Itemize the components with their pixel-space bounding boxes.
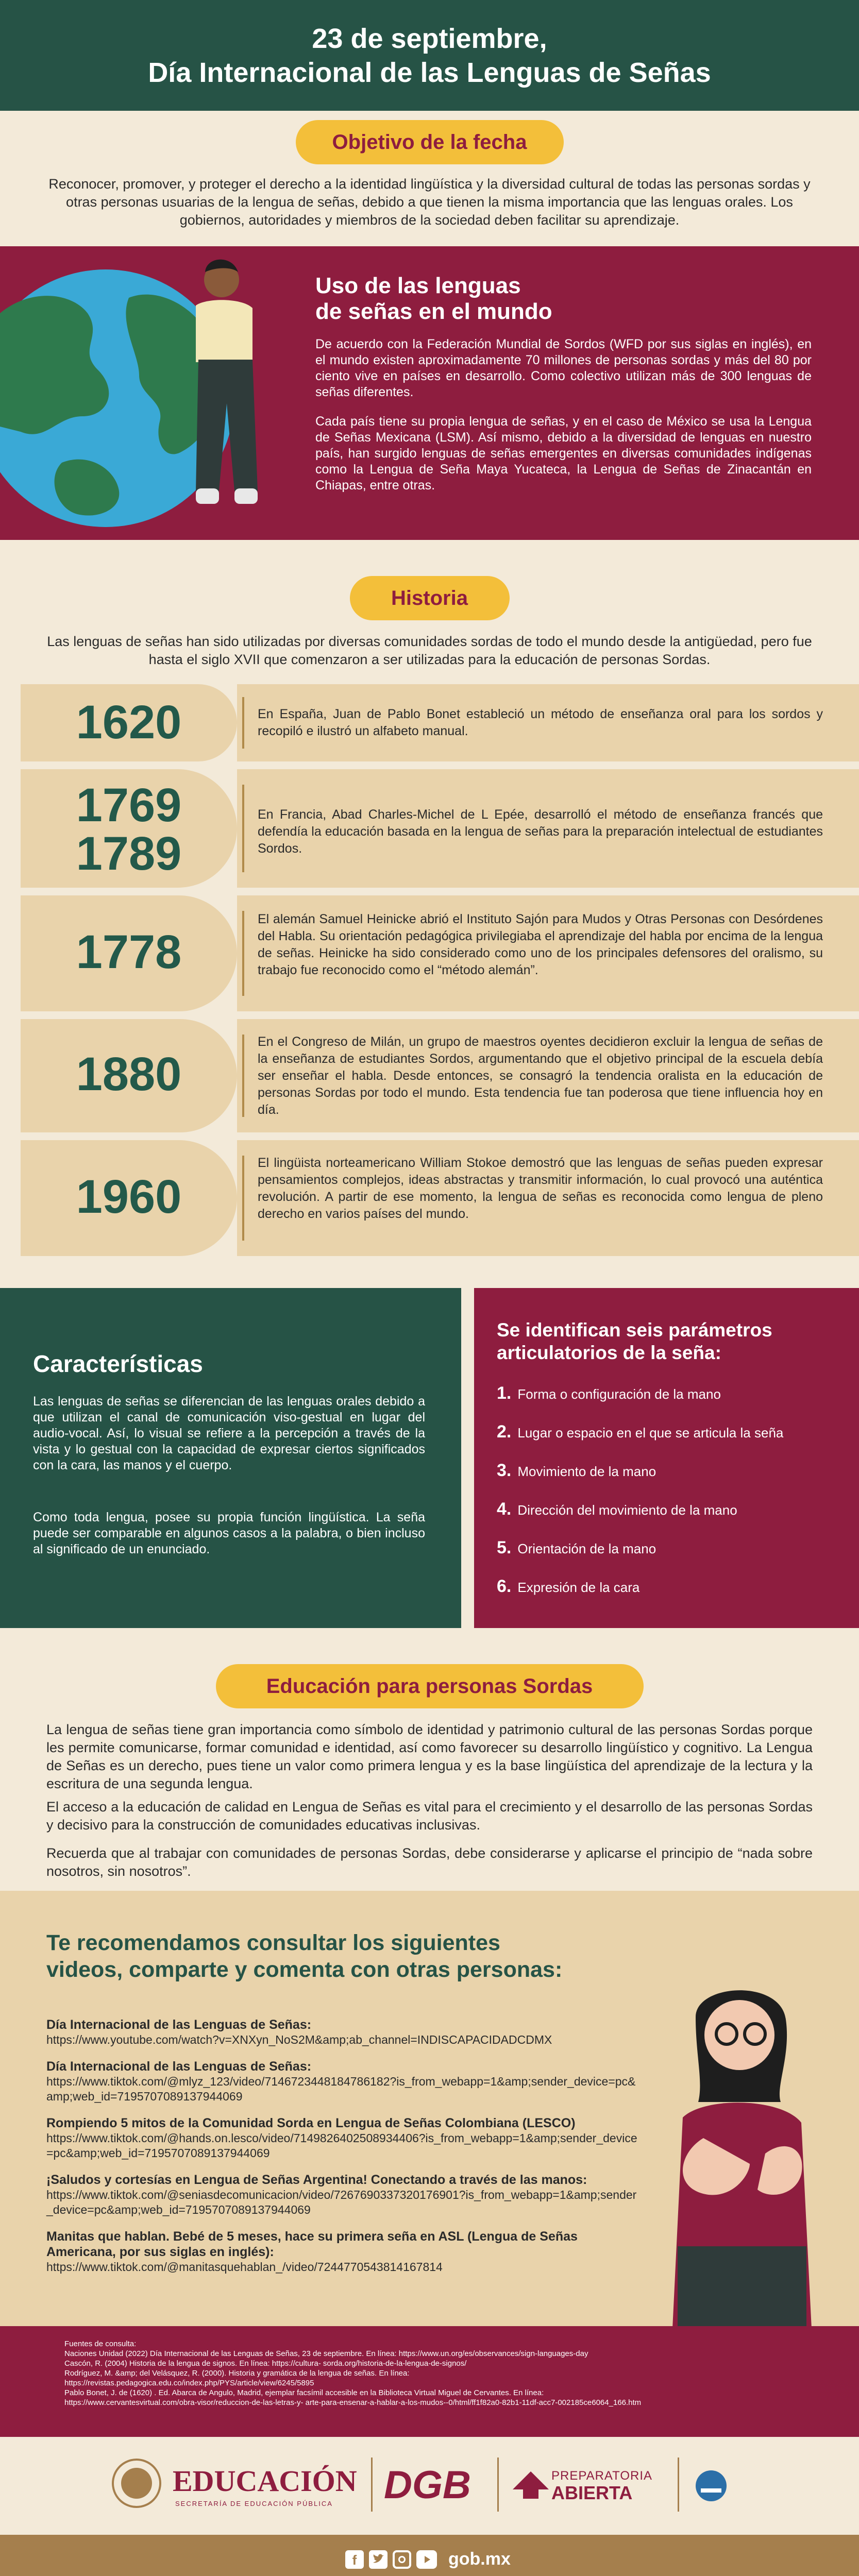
timeline-text: En España, Juan de Pablo Bonet estableció un método de enseñanza oral para los sordos y recopiló e ilustró un alfabeto manual. (258, 707, 823, 738)
timeline-text: En el Congreso de Milán, un grupo de maestros oyentes decidieron excluir la lengua de señas de la enseñanza de estudiantes Sordos, argumentando que el objetivo principal de la escuela debía ser enseñar el habla. Desde entonces, se consagró la tendencia oralista en la educación de personas Sordas por todo el mundo. Esta tendencia fue tan poderosa que tiene influencia hoy en día. (258, 1035, 823, 1117)
person-shoe-right (234, 488, 258, 504)
caracteristicas-title: Características (33, 1350, 203, 1377)
historia-intro: Las lenguas de señas han sido utilizadas por diversas comunidades sordas de todo el mundo desde la antigüedad, pero fue hasta el siglo XVII que comenzaron a ser utilizadas para la educación de personas Sordas. (47, 634, 812, 667)
educacion-paragraph-2: El acceso a la educación de calidad en Lengua de Señas es vital para el crecimiento y el desarrollo de las personas Sordas y decisivo para la construcción de comunidades educativas inclusivas. (46, 1799, 813, 1833)
parametro-item (497, 1383, 849, 1422)
timeline-divider (242, 785, 244, 872)
timeline-year-box (21, 1140, 237, 1256)
person-illustration (175, 249, 278, 537)
timeline-divider (242, 911, 244, 996)
timeline-row (0, 1019, 859, 1132)
video-title: Manitas que hablan. Bebé de 5 meses, hace su primera seña en ASL (Lengua de Señas Americana, por sus siglas en inglés): (46, 2229, 578, 2259)
historia-label: Historia (350, 576, 510, 620)
prepa-roof (513, 2471, 549, 2489)
video-item (46, 2172, 639, 2217)
parametro-text: Expresión de la cara (517, 1580, 640, 1595)
prepa-logo-line2: ABIERTA (551, 2482, 633, 2503)
video-link[interactable]: https://www.tiktok.com/@hands.on.lesco/video/7149826402508934406?is_from_webapp=1&amp;sender_device=pc&amp;web_id=7195707089137944069 (46, 2131, 637, 2160)
parametros-title (497, 1319, 772, 1364)
uso-paragraph-2: Cada país tiene su propia lengua de señas, y en el caso de México se usa la Lengua de Señas Mexicana (LSM). Así mismo, debido a la diversidad de lenguas en nuestro país, han surgido lenguas de señas emergentes en diversas comunidades indígenas como la Lengua de Seña Maya Yucateca, la Lengua de Señas de Zinacantán en Chiapas, entre otras. (315, 414, 812, 493)
person-shirt (196, 300, 252, 362)
educacion-logo-subtext: SECRETARÍA DE EDUCACIÓN PÚBLICA (175, 2500, 333, 2507)
logos-section (0, 2437, 859, 2535)
header (0, 0, 859, 111)
timeline-row (0, 895, 859, 1011)
parametro-item (497, 1577, 849, 1615)
parametros-title-line2: articulatorios de la seña: (497, 1342, 721, 1363)
educacion-label: Educación para personas Sordas (216, 1664, 644, 1708)
parametro-number: 1. (497, 1383, 512, 1403)
dgb-logo-text: DGB (384, 2463, 471, 2507)
parametro-number: 6. (497, 1577, 512, 1596)
fuentes-line: https://revistas.pedagogica.edu.co/index.php/PYS/article/view/6245/5895 (64, 2379, 314, 2387)
video-link[interactable]: https://www.tiktok.com/@manitasquehablan_/video/7244770543814167814 (46, 2260, 443, 2274)
fuentes-block (64, 2339, 818, 2408)
objetivo-text: Reconocer, promover, y proteger el derecho a la identidad lingüística y la diversidad cultural de todas las personas sordas y otras personas usuarias de la lengua de señas, debido a que tienen la misma importancia que las lenguas orales. Los gobiernos, autoridades y miembros de la sociedad deben facilitar su aprendizaje. (48, 176, 811, 228)
parametro-number: 3. (497, 1461, 512, 1480)
caracteristicas-paragraph-2: Como toda lengua, posee su propia función lingüística. La seña puede ser comparable en algunos casos a la palabra, o bien incluso al significado de un enunciado. (33, 1510, 425, 1556)
recomendamos-title (46, 1929, 562, 1983)
timeline-year: 1620 (76, 696, 182, 749)
timeline-year-box (21, 684, 237, 761)
parametros-title-line1: Se identifican seis parámetros (497, 1319, 772, 1341)
parametros-list (497, 1383, 849, 1615)
prepa-logo-line1: PREPARATORIA (551, 2469, 653, 2483)
twitter-icon[interactable] (369, 2550, 388, 2569)
video-title: Día Internacional de las Lenguas de Señas: (46, 2018, 312, 2032)
timeline-year: 1960 (76, 1171, 182, 1223)
fuentes-line: Pablo Bonet, J. de (1620) . Ed. Abarca de Angulo, Madrid, ejemplar facsímil accesible en la Biblioteca Virtual Miguel de Cervantes. En línea: (64, 2388, 544, 2397)
caracteristicas-paragraph-1: Las lenguas de señas se diferencian de las lenguas orales debido a que utilizan el canal de comunicación viso-gestual en lugar del audio-vocal. Así, lo visual se refiere a la percepción a través de la vista y lo gestual con la capacidad de expresar ciertos significados con la cara, las manos y el cuerpo. (33, 1394, 425, 1472)
parametro-item (497, 1422, 849, 1461)
timeline-year: 1778 (76, 926, 182, 978)
mexico-seal-icon (111, 2458, 162, 2509)
timeline-divider (242, 1156, 244, 1241)
gob-mx-label[interactable]: gob.mx (448, 2549, 511, 2569)
fuentes-line: Naciones Unidad (2022) Día Internacional de las Lenguas de Señas, 23 de septiembre. En línea: https://www.un.org/es/observances/sign-languages-day (64, 2349, 588, 2358)
institution-small-logo-icon (693, 2468, 729, 2504)
timeline-row (0, 684, 859, 761)
caracteristicas-panel (0, 1288, 461, 1628)
educacion-section (0, 1628, 859, 1891)
fuentes-line: Cascón, R. (2004) Historia de la lengua de signos. En línea: https://cultura- sorda.org/historia-de-la-lengua-de-signos/ (64, 2359, 467, 2368)
uso-section (0, 246, 859, 540)
instagram-lens (398, 2556, 406, 2563)
title-line2: Día Internacional de las Lenguas de Señas (148, 57, 711, 88)
parametro-text: Orientación de la mano (517, 1541, 656, 1556)
youtube-glyph (416, 2550, 437, 2569)
video-item (46, 2115, 639, 2161)
parametro-item (497, 1499, 849, 1538)
timeline-text: El lingüista norteamericano William Stokoe demostró que las lenguas de señas pueden expresar pensamientos complejos, ideas abstractas y transmitir información, lo cual provocó una auténtica revolución. A partir de ese momento, la lengua de señas es reconocida como lengua de pleno derecho en varios países del mundo. (258, 1156, 823, 1221)
small-logo-circle (696, 2470, 727, 2501)
woman-signing-illustration (647, 1968, 843, 2326)
social-icons (345, 2550, 437, 2569)
uso-paragraph-1: De acuerdo con la Federación Mundial de Sordos (WFD por sus siglas en inglés), en el mundo existen aproximadamente 70 millones de personas sordas y más del 80 por ciento vive en países en desarrollo. Como colectivo utilizan más de 300 lenguas de señas diferentes. (315, 337, 812, 399)
prepa-base (523, 2489, 538, 2499)
timeline-divider (242, 697, 244, 749)
fuentes-line: Rodríguez, M. &amp; del Velásquez, R. (2000). Historia y gramática de la lengua de señas. En línea: (64, 2369, 410, 2378)
person-shoe-left (196, 488, 219, 504)
video-list (46, 2017, 639, 2286)
uso-title (315, 273, 552, 325)
fuentes-line: https://www.cervantesvirtual.com/obra-visor/reduccion-de-las-letras-y- arte-para-ensenar-a-hablar-a-los-mudos--0/html/ff1f82a0-82b1-11df-acc7-002185ce6064_166.htm (64, 2398, 642, 2407)
video-item (46, 2059, 639, 2104)
youtube-play (425, 2556, 430, 2563)
timeline-text: En Francia, Abad Charles-Michel de L Epée, desarrolló el método de enseñanza francés que defendía la educación basada en la lengua de señas para la preparación intelectual de estudiantes Sordos. (258, 807, 823, 856)
timeline-year-2: 1789 (76, 827, 182, 880)
parametro-item (497, 1461, 849, 1499)
video-link[interactable]: https://www.tiktok.com/@seniasdecomunicacion/video/7267690337320176901?is_from_webapp=1&amp;sender_device=pc&amp;web_id=7195707089137944069 (46, 2188, 637, 2216)
parametro-text: Dirección del movimiento de la mano (517, 1502, 737, 1518)
timeline-year: 1880 (76, 1048, 182, 1100)
youtube-icon[interactable] (416, 2550, 437, 2569)
parametro-text: Lugar o espacio en el que se articula la seña (517, 1425, 784, 1440)
parametro-text: Forma o configuración de la mano (517, 1386, 721, 1402)
fuentes-section (0, 2326, 859, 2437)
timeline-text: El alemán Samuel Heinicke abrió el Instituto Sajón para Mudos y Otras Personas con Desórdenes del Habla. Su orientación pedagógica privilegiaba el aprendizaje del habla por encima de la lengua de señas. Heinicke ha sido considerado como uno de los principales defensores del oralismo, su trabajo fue reconocido como el “método alemán”. (258, 912, 823, 977)
small-logo-bar (701, 2488, 721, 2493)
recomendamos-section (0, 1891, 859, 2326)
timeline-year-box (21, 895, 237, 1011)
timeline-year-box (21, 1019, 237, 1132)
video-item (46, 2017, 639, 2047)
facebook-icon[interactable]: f (345, 2550, 364, 2569)
social-footer (0, 2535, 859, 2576)
fuentes-label: Fuentes de consulta: (64, 2340, 137, 2348)
educacion-paragraph-3: Recuerda que al trabajar con comunidades de personas Sordas, debe considerarse y aplicarse el principio de “nada sobre nosotros, sin nosotros”. (46, 1845, 813, 1879)
objetivo-section (0, 111, 859, 245)
caracteristicas-section (0, 1288, 859, 1628)
objetivo-label: Objetivo de la fecha (296, 120, 564, 164)
uso-title-line2: de señas en el mundo (315, 299, 552, 324)
title-line1: 23 de septiembre, (312, 23, 547, 54)
recomendamos-title-line2: videos, comparte y comenta con otras personas: (46, 1957, 563, 1982)
video-title: Día Internacional de las Lenguas de Señas: (46, 2059, 312, 2074)
educacion-logo-text: EDUCACIÓN (173, 2464, 357, 2498)
video-title: ¡Saludos y cortesías en Lengua de Señas Argentina! Conectando a través de las manos: (46, 2173, 587, 2187)
timeline-row (0, 769, 859, 888)
parametro-number: 2. (497, 1422, 512, 1442)
logo-divider (497, 2458, 499, 2512)
uso-title-line1: Uso de las lenguas (315, 273, 521, 298)
prepa-abierta-icon (513, 2469, 549, 2500)
parametros-panel (474, 1288, 859, 1628)
instagram-icon[interactable] (393, 2550, 411, 2569)
timeline-year-box (21, 769, 237, 888)
logo-divider (678, 2458, 679, 2512)
timeline-divider (242, 1035, 244, 1117)
timeline-year: 1769 (76, 779, 182, 832)
parametro-number: 5. (497, 1538, 512, 1557)
educacion-paragraph-1: La lengua de señas tiene gran importancia como símbolo de identidad y patrimonio cultural de las personas Sordas porque les permite comunicarse, formar comunidad e identidad, así como favorecer su desarrollo lingüístico y cognitivo. La Lengua de Señas es un derecho, pues tiene un valor como primera lengua y es la base lingüística del aprendizaje de la lectura y la escritura de una segunda lengua. (46, 1722, 813, 1791)
person-pants (196, 360, 258, 491)
logo-divider (371, 2458, 373, 2512)
video-link[interactable]: https://www.tiktok.com/@mlyz_123/video/7146723448184786182?is_from_webapp=1&amp;sender_device=pc&amp;web_id=7195707089137944069 (46, 2075, 636, 2103)
recomendamos-title-line1: Te recomendamos consultar los siguientes (46, 1930, 500, 1955)
parametro-text: Movimiento de la mano (517, 1464, 656, 1479)
twitter-glyph (369, 2550, 388, 2569)
parametro-item (497, 1538, 849, 1577)
video-title: Rompiendo 5 mitos de la Comunidad Sorda en Lengua de Señas Colombiana (LESCO) (46, 2116, 576, 2130)
twitter-path (373, 2554, 384, 2563)
woman-pants (678, 2246, 806, 2326)
historia-section (0, 540, 859, 1277)
timeline-row (0, 1140, 859, 1256)
parametro-number: 4. (497, 1499, 512, 1519)
video-link[interactable]: https://www.youtube.com/watch?v=XNXyn_NoS2M&amp;ab_channel=INDISCAPACIDADCDMX (46, 2033, 552, 2046)
video-item (46, 2229, 639, 2275)
seal-center (121, 2468, 152, 2499)
